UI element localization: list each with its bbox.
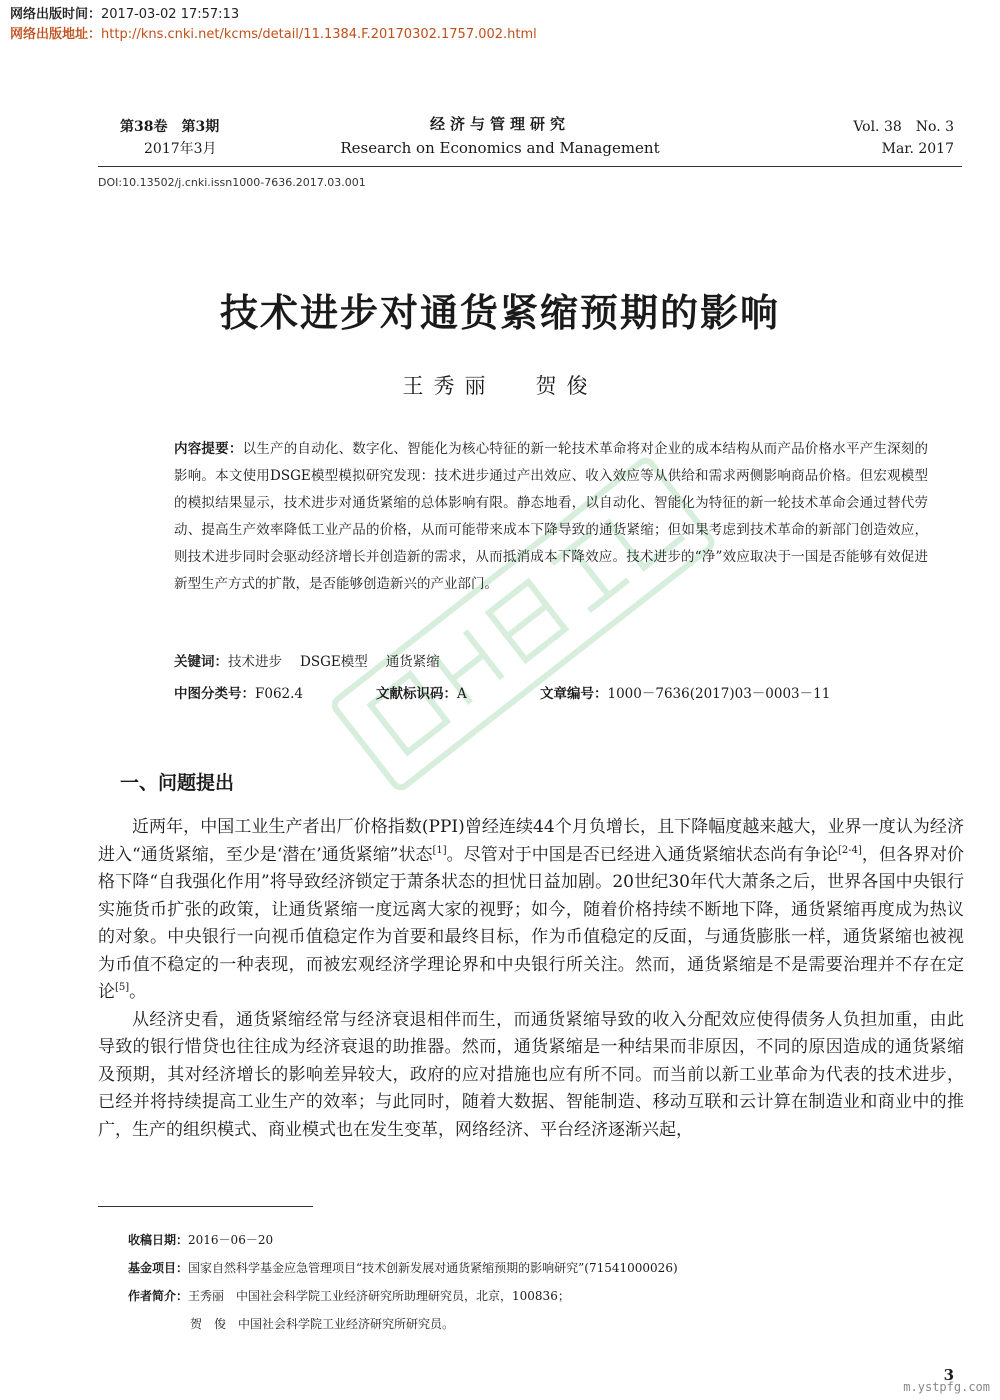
abstract (174, 436, 928, 598)
page-number: 3 (943, 1366, 954, 1384)
site-watermark: m.ystpfg.com (903, 1380, 990, 1394)
date-cn: 2017年3月 (144, 141, 217, 157)
abstract-text: 以生产的自动化、数字化、智能化为核心特征的新一轮技术革命将对企业的成本结构从而产品价格水平产生深刻的影响。本文使用DSGE模型模拟研究发现：技术进步通过产出效应、收入效应等从供给和需求两侧影响商品价格。但宏观模型的模拟结果显示，技术进步对通货紧缩的总体影响有限。静态地看，以自动化、智能化为特征的新一轮技术革命会通过替代劳动、提高生产效率降低工业产品的价格，从而可能带来成本下降导致的通货紧缩；但如果考虑到技术革命的新部门创造效应，则技术进步同时会驱动经济增长并创造新的需求，从而抵消成本下降效应。技术进步的“净”效应取决于一国是否能够有效促进新型生产方式的扩散，是否能够创造新兴的产业部门。 (174, 441, 929, 592)
keywords (174, 650, 458, 670)
author-bio (128, 1282, 908, 1310)
journal-name-cn: 经济与管理研究 (429, 115, 570, 133)
author-bio-value: 王秀丽 中国社会科学院工业经济研究所助理研究员，北京，100836； (188, 1289, 570, 1303)
keyword: 技术进步 (228, 654, 282, 670)
keyword: 通货紧缩 (385, 654, 440, 670)
volume-issue-en: Vol. 38 No. 3 (853, 119, 954, 135)
header-volume-en (853, 116, 954, 160)
doc-code-label: 文献标识码： (376, 686, 457, 702)
journal-name (300, 112, 700, 160)
fund-project (128, 1254, 908, 1282)
article-no-value: 1000－7636(2017)03－0003－11 (607, 686, 831, 702)
author-bio-label: 作者简介： (128, 1289, 189, 1303)
citation[interactable]: [1] (432, 844, 447, 856)
journal-name-en: Research on Economics and Management (340, 139, 660, 157)
article-no-label: 文章编号： (540, 686, 608, 702)
doi: DOI:10.13502/j.cnki.issn1000-7636.2017.03.001 (98, 176, 366, 189)
received-label: 收稿日期： (128, 1233, 189, 1247)
doc-code-value: A (457, 686, 467, 702)
paragraph: 从经济史看，通货紧缩经常与经济衰退相伴而生，而通货紧缩导致的收入分配效应使得债务人负担加重，由此导致的银行惜贷也往往成为经济衰退的助推器。然而，通货紧缩是一种结果而非原因，不同的原因造成的通货紧缩及预期，其对经济增长的影响差异较大，政府的应对措施也应有所不同。而当前以新工业革命为代表的技术进步，已经并将持续提高工业生产的效率；与此同时，随着大数据、智能制造、移动互联和云计算在制造业和商业中的推广，生产的组织模式、商业模式也在发生变革，网络经济、平台经济逐渐兴起， (98, 1009, 964, 1140)
keywords-label: 关键词： (174, 654, 228, 670)
fund-label: 基金项目： (128, 1261, 189, 1275)
publish-address-link[interactable]: http://kns.cnki.net/kcms/detail/11.1384.F.20170302.1757.002.html (101, 27, 537, 42)
clc-value: F062.4 (255, 686, 304, 702)
author-name: 王秀丽 (402, 374, 496, 398)
publish-address-label: 网络出版地址： (10, 27, 102, 42)
author-bio: 贺 俊 中国社会科学院工业经济研究所研究员。 (190, 1317, 455, 1331)
received-date (128, 1226, 908, 1254)
fund-value: 国家自然科学基金应急管理项目“技术创新发展对通货紧缩预期的影响研究”(71541000026) (188, 1261, 678, 1275)
article-number (540, 682, 830, 702)
publish-address-stamp (10, 26, 537, 44)
authors (0, 370, 1000, 400)
body-text (98, 814, 964, 1144)
paragraph: 近两年，中国工业生产者出厂价格指数(PPI)曾经连续44个月负增长，且下降幅度越来越大，业界一度认为经济进入“通货紧缩，至少是‘潜在’通货紧缩”状态[1]。尽管对于中国是否已经进入通货紧缩状态尚有争论[2-4]，但各界对价格下降“自我强化作用”将导致经济锁定于萧条状态的担忧日益加剧。20世纪30年代大萧条之后，世界各国中央银行实施货币扩张的政策，让通货紧缩一度远离大家的视野；如今，随着价格持续不断地下降，通货紧缩再度成为热议的对象。中央银行一向视币值稳定作为首要和最终目标，作为币值稳定的反面，与通货膨胀一样，通货紧缩也被视为币值不稳定的一种表现，而被宏观经济学理论界和中央银行所关注。然而，通货紧缩是不是需要治理并不存在定论[5]。 (98, 817, 965, 1002)
citation[interactable]: [5] (115, 982, 130, 993)
date-en: Mar. 2017 (881, 141, 954, 157)
footnote-divider (98, 1206, 313, 1207)
citation[interactable]: [2-4] (838, 844, 862, 856)
volume-issue-cn: 第38卷 第3期 (120, 119, 220, 135)
article-title: 技术进步对通货紧缩预期的影响 (219, 290, 780, 335)
clc-label: 中图分类号： (174, 686, 255, 702)
footnotes (128, 1226, 908, 1338)
section-heading: 一、问题提出 (120, 772, 235, 794)
header-divider (98, 166, 962, 167)
document-code (376, 682, 467, 702)
abstract-label: 内容提要： (174, 441, 243, 457)
publish-time-stamp (10, 6, 239, 24)
keyword: DSGE模型 (300, 654, 368, 670)
author-name: 贺俊 (535, 374, 598, 398)
received-value: 2016－06－20 (188, 1233, 274, 1247)
publish-time-value: 2017-03-02 17:57:13 (101, 7, 240, 22)
header-volume-cn (120, 116, 219, 160)
clc-code (174, 682, 303, 702)
publish-time-label: 网络出版时间： (10, 7, 102, 22)
